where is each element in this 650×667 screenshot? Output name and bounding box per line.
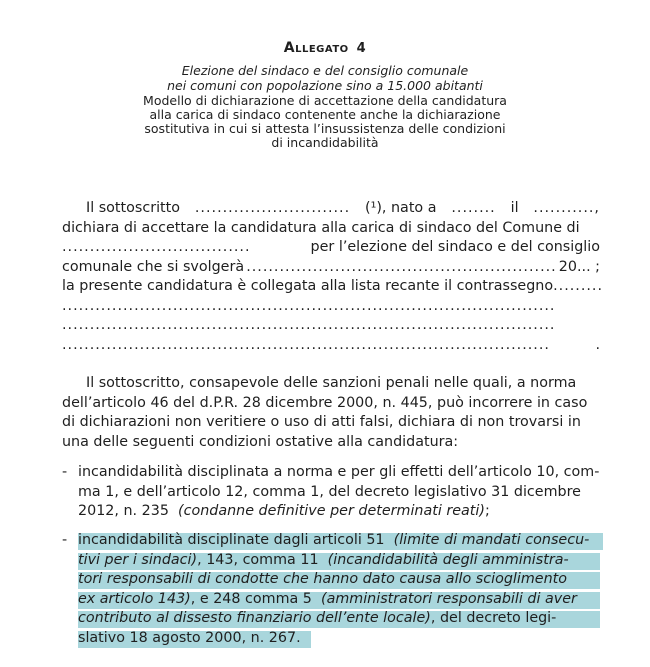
declaration-line <box>62 199 600 219</box>
text: contributo al dissesto finanziario dell’ente locale) <box>78 610 431 626</box>
text: (limite di mandati consecu- <box>393 532 590 548</box>
description-line-2: alla carica di sindaco contenente anche la dichiarazione <box>149 107 501 122</box>
text: 20... ; <box>558 258 600 275</box>
text: (¹), nato a <box>365 200 437 216</box>
bullet-dash: - <box>62 532 68 548</box>
text: incandidabilità disciplinate dagli articoli 51 <box>78 532 385 548</box>
text: (amministratori responsabili di aver <box>321 590 577 607</box>
text: ; <box>484 503 490 519</box>
comune-field[interactable]: .................................. <box>62 239 251 255</box>
election-date-field[interactable]: ........................................................ <box>246 258 557 275</box>
self-declaration-paragraph <box>62 374 600 452</box>
list-line <box>78 502 600 522</box>
text: 2012, n. 235 <box>78 503 169 519</box>
text: il <box>510 200 519 216</box>
description-line-1: Modello di dichiarazione di accettazione della candidatura <box>143 93 507 108</box>
list-item-text <box>78 463 600 522</box>
subtitle-line-2: nei comuni con popolazione sino a 15.000 abitanti <box>167 78 483 93</box>
subtitle-line-1: Elezione del sindaco e del consiglio comunale <box>181 63 469 78</box>
birthplace-field[interactable]: ........ <box>451 200 496 216</box>
list-line <box>78 531 600 551</box>
description-line-4: di incandidabilità <box>271 135 379 150</box>
allegato-title <box>0 40 650 56</box>
list-line <box>78 551 600 571</box>
text: la presente candidatura è collegata alla lista recante il contrassegno <box>62 278 554 294</box>
birthdate-field[interactable]: ..........., <box>533 200 600 216</box>
allegato-label: Allegato <box>283 40 349 56</box>
text: , e 248 comma 5 <box>190 590 312 607</box>
paragraph-line: di dichiarazioni non veritiere o uso di atti falsi, dichiara di non trovarsi in <box>62 414 581 430</box>
declaration-line <box>62 238 600 258</box>
declaration-line: dichiara di accettare la candidatura alla carica di sindaco del Comune di <box>62 219 580 236</box>
text: ex articolo 143) <box>78 590 191 607</box>
contrassegno-field-line-4[interactable]: ........................................................................................ <box>62 336 550 353</box>
text: (condanne definitive per determinati reati) <box>178 503 485 519</box>
text: (incandidabilità degli amministra- <box>327 551 569 568</box>
list-line: ma 1, e dell’articolo 12, comma 1, del decreto legislativo 31 dicembre <box>78 483 581 500</box>
declaration-paragraph <box>62 199 604 355</box>
list-line <box>78 609 600 629</box>
contrassegno-field-line-2[interactable]: ......................................................................................... <box>62 297 556 314</box>
text: . <box>595 336 600 353</box>
bullet-dash: - <box>62 464 68 480</box>
text: comunale che si svolgerà <box>62 258 245 275</box>
text: , del decreto legi- <box>430 610 557 626</box>
paragraph-line: dell’articolo 46 del d.P.R. 28 dicembre 2000, n. 445, può incorrere in caso <box>62 394 588 411</box>
declaration-line <box>62 258 600 278</box>
allegato-number: 4 <box>356 41 367 56</box>
text: , 143, comma 11 <box>197 551 319 568</box>
declaration-line <box>62 277 604 297</box>
paragraph-line: Il sottoscritto, consapevole delle sanzioni penali nelle quali, a norma <box>86 375 577 391</box>
text: per l’elezione del sindaco e del consiglio <box>310 239 600 255</box>
list-line <box>78 590 600 610</box>
list-line: tori responsabili di condotte che hanno dato causa allo scioglimento <box>78 571 567 587</box>
text: tivi per i sindaci) <box>78 551 198 568</box>
list-line: slativo 18 agosto 2000, n. 267. <box>78 629 301 646</box>
paragraph-line: una delle seguenti condizioni ostative alla candidatura: <box>62 433 459 450</box>
name-field[interactable]: ............................ <box>194 200 351 216</box>
list-item-text <box>78 531 600 648</box>
description-line-3: sostitutiva in cui si attesta l’insussistenza delle condizioni <box>144 121 506 136</box>
list-line: incandidabilità disciplinata a norma e per gli effetti dell’articolo 10, com- <box>78 464 600 480</box>
contrassegno-field-line-3[interactable]: ......................................................................................... <box>62 317 556 333</box>
declaration-line <box>62 336 600 356</box>
text: Il sottoscritto <box>86 200 181 216</box>
contrassegno-field[interactable]: ......... <box>553 278 604 294</box>
